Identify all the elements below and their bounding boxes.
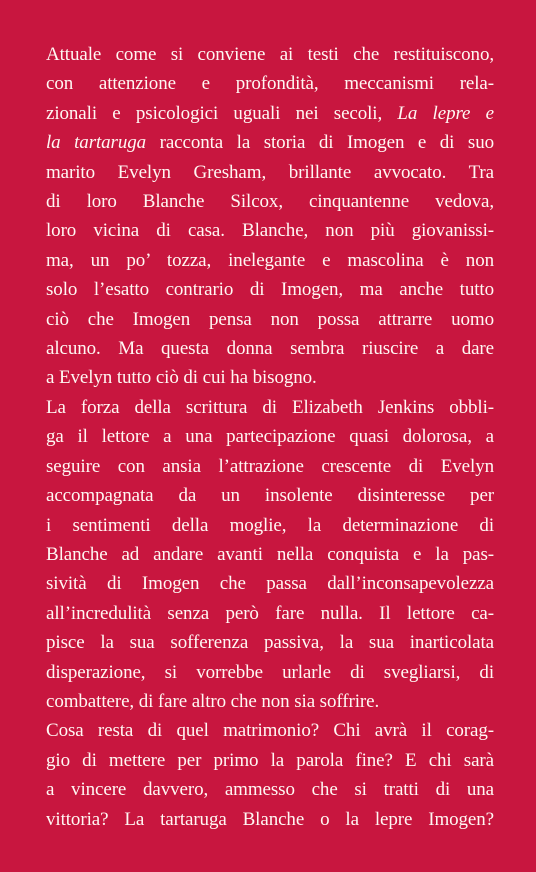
text-line: Attuale come si conviene ai testi che restituiscono, [46, 44, 494, 65]
text-run: zionali e psicologici uguali nei secoli, [46, 102, 398, 124]
book-title-italic: la tartaruga [46, 132, 147, 154]
blurb-text [46, 40, 494, 834]
text-line: ma, un po’ tozza, inelegante e mascolina è non [46, 249, 494, 271]
text-line: accompagnata da un insolente disinteresse per [46, 485, 494, 507]
text-line: sività di Imogen che passa dall’inconsapevolezza [46, 573, 494, 595]
text-line: pisce la sua sofferenza passiva, la sua inarticolata [46, 632, 494, 654]
text-line: Cosa resta di quel matrimonio? Chi avrà il corag- [46, 720, 494, 742]
text-line: Blanche ad andare avanti nella conquista e la pas- [46, 543, 494, 565]
book-title-italic: La lepre e [397, 102, 494, 124]
text-line: solo l’esatto contrario di Imogen, ma anche tutto [46, 279, 494, 301]
text-line: ga il lettore a una partecipazione quasi dolorosa, a [46, 426, 494, 448]
paragraph-3 [46, 716, 494, 834]
text-line: vittoria? La tartaruga Blanche o la lepre Imogen? [46, 808, 494, 830]
text-line: all’incredulità senza però fare nulla. Il lettore ca- [46, 602, 494, 624]
text-line: i sentimenti della moglie, la determinazione di [46, 514, 494, 536]
text-line: disperazione, si vorrebbe urlarle di svegliarsi, di [46, 661, 494, 683]
text-line: a vincere davvero, ammesso che si tratti di una [46, 779, 494, 801]
text-line: seguire con ansia l’attrazione crescente di Evelyn [46, 455, 494, 477]
text-line: La forza della scrittura di Elizabeth Jenkins obbli- [46, 396, 494, 418]
text-line: ciò che Imogen pensa non possa attrarre uomo [46, 308, 494, 330]
text-line [46, 128, 494, 157]
text-line: a Evelyn tutto ciò di cui ha bisogno. [46, 367, 317, 389]
text-run: racconta la storia di Imogen e di suo [146, 132, 494, 154]
text-line: gio di mettere per primo la parola fine? E chi sarà [46, 749, 494, 771]
paragraph-2 [46, 393, 494, 716]
text-line: di loro Blanche Silcox, cinquantenne vedova, [46, 191, 494, 213]
text-line [46, 99, 494, 128]
text-line: alcuno. Ma questa donna sembra riuscire a dare [46, 338, 494, 360]
paragraph-1 [46, 40, 494, 393]
text-line: loro vicina di casa. Blanche, non più giovanissi- [46, 220, 494, 242]
text-line: marito Evelyn Gresham, brillante avvocato. Tra [46, 161, 494, 183]
text-line: con attenzione e profondità, meccanismi rela- [46, 73, 494, 95]
text-line: combattere, di fare altro che non sia soffrire. [46, 690, 380, 712]
